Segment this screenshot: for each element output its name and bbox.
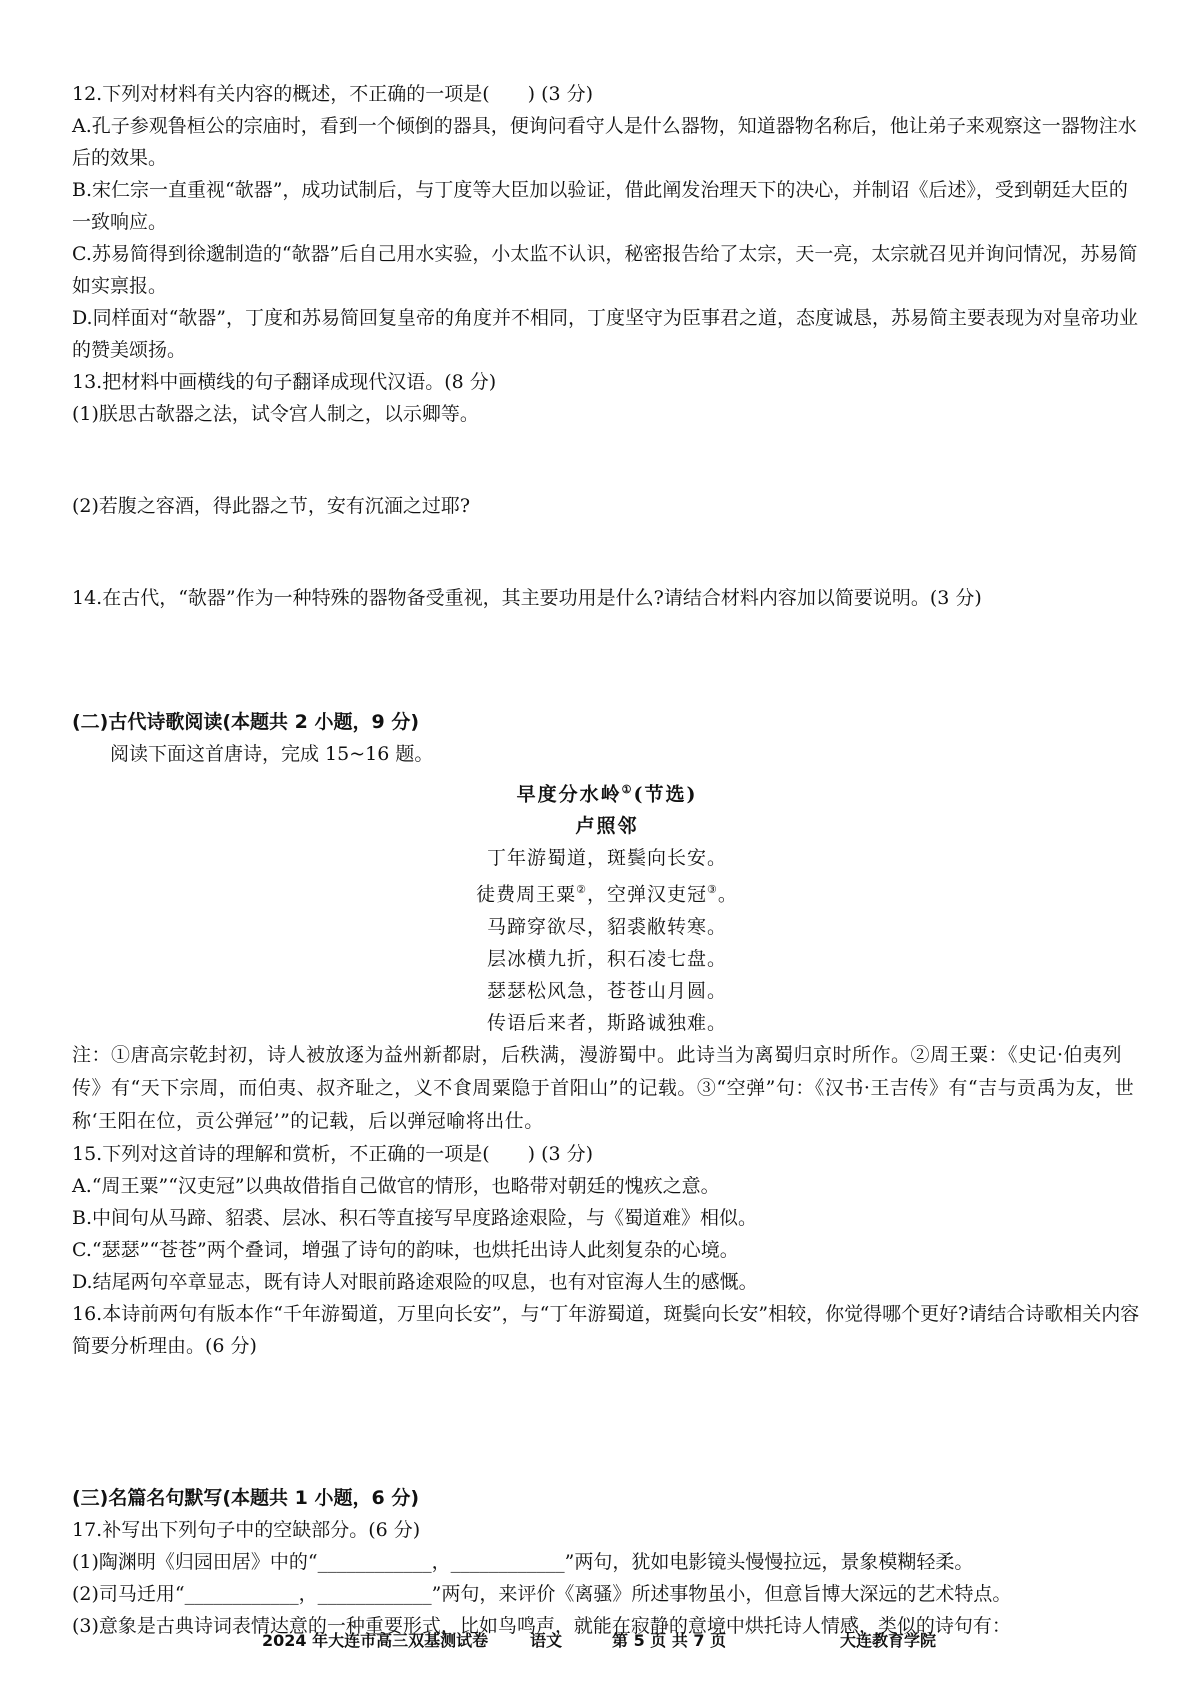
q17-item-2: (2)司马迁用“____________，____________”两句，来评价《离骚》所述事物虽小，但意旨博大深远的艺术特点。 bbox=[72, 1582, 1012, 1605]
q15-stem: 15.下列对这首诗的理解和赏析，不正确的一项是( ) (3 分) bbox=[72, 1142, 594, 1165]
footer-page-number: 第 5 页 共 7 页 bbox=[612, 1631, 727, 1650]
poem-title: 早度分水岭①(节选) bbox=[516, 783, 698, 806]
q15-option-d: D.结尾两句卒章显志，既有诗人对眼前路途艰险的叹息，也有对宦海人生的感慨。 bbox=[72, 1270, 758, 1293]
q17-stem: 17.补写出下列句子中的空缺部分。(6 分) bbox=[72, 1518, 421, 1541]
q15-option-a: A.“周王粟”“汉吏冠”以典故借指自己做官的情形，也略带对朝廷的愧疚之意。 bbox=[72, 1174, 720, 1197]
q15-option-b: B.中间句从马蹄、貂裘、层冰、积石等直接写早度路途艰险，与《蜀道难》相似。 bbox=[72, 1206, 758, 1229]
footer-exam-title: 2024 年大连市高三双基测试卷 bbox=[262, 1631, 489, 1650]
exam-page bbox=[72, 78, 1142, 1642]
q17-item-3: (3)意象是古典诗词表情达意的一种重要形式，比如鸟鸣声，就能在寂静的意境中烘托诗人情感，类似的诗句有： bbox=[72, 1614, 1011, 1637]
q12-option-a: A.孔子参观鲁桓公的宗庙时，看到一个倾倒的器具，便询问看守人是什么器物，知道器物名称后，他让弟子来观察这一器物注水后的效果。 bbox=[72, 115, 1137, 169]
q16-stem: 16.本诗前两句有版本作“千年游蜀道，万里向长安”，与“丁年游蜀道，斑鬓向长安”相较，你觉得哪个更好?请结合诗歌相关内容简要分析理由。(6 分) bbox=[72, 1302, 1140, 1357]
note-mark-3: ③ bbox=[707, 883, 718, 897]
q12-option-d: D.同样面对“欹器”，丁度和苏易简回复皇帝的角度并不相同，丁度坚守为臣事君之道，态度诚恳，苏易简主要表现为对皇帝功业的赞美颂扬。 bbox=[72, 307, 1139, 361]
poem-line: 瑟瑟松风急，苍苍山月圆。 bbox=[486, 979, 727, 1002]
poem-line: 徒费周王粟②，空弹汉吏冠③。 bbox=[476, 883, 738, 906]
section-3-title: (三)名篇名句默写(本题共 1 小题，6 分) bbox=[72, 1486, 420, 1509]
q12-stem: 12.下列对材料有关内容的概述，不正确的一项是( ) (3 分) bbox=[72, 83, 594, 105]
poem-line: 马蹄穿欲尽，貂裘敝转寒。 bbox=[486, 915, 727, 938]
poem-line: 丁年游蜀道，斑鬓向长安。 bbox=[486, 847, 727, 870]
q12-option-b: B.宋仁宗一直重视“欹器”，成功试制后，与丁度等大臣加以验证，借此阐发治理天下的决心，并制诏《后述》，受到朝廷大臣的一致响应。 bbox=[72, 179, 1128, 233]
note-mark-1: ① bbox=[621, 783, 634, 796]
q15-option-c: C.“瑟瑟”“苍苍”两个叠词，增强了诗句的韵味，也烘托出诗人此刻复杂的心境。 bbox=[72, 1238, 739, 1261]
q13-sentence-1: (1)朕思古欹器之法，试令宫人制之，以示卿等。 bbox=[72, 403, 479, 425]
q12-option-c: C.苏易简得到徐邈制造的“欹器”后自己用水实验，小太监不认识，秘密报告给了太宗，天一亮，太宗就召见并询问情况，苏易简如实禀报。 bbox=[72, 243, 1138, 297]
poem-author: 卢照邻 bbox=[575, 815, 639, 838]
footer-subject: 语文 bbox=[530, 1631, 563, 1650]
footer-organization: 大连教育学院 bbox=[840, 1631, 937, 1650]
q13-stem: 13.把材料中画横线的句子翻译成现代汉语。(8 分) bbox=[72, 371, 497, 393]
section-2-intro: 阅读下面这首唐诗，完成 15~16 题。 bbox=[110, 743, 434, 765]
section-2-title: (二)古代诗歌阅读(本题共 2 小题，9 分) bbox=[72, 711, 420, 733]
note-mark-2: ② bbox=[576, 883, 587, 897]
poem-notes: 注：①唐高宗乾封初，诗人被放逐为益州新都尉，后秩满，漫游蜀中。此诗当为离蜀归京时所作。②周王粟：《史记·伯夷列传》有“天下宗周，而伯夷、叔齐耻之，义不食周粟隐于首阳山”的记载。③“空弹”句：《汉书·王吉传》有“吉与贡禹为友，世称‘王阳在位，贡公弹冠’”的记载，后以弹冠喻将出仕。 bbox=[72, 1043, 1135, 1132]
poem-line: 传语后来者，斯路诚独难。 bbox=[486, 1011, 727, 1034]
poem-line: 层冰横九折，积石凌七盘。 bbox=[486, 947, 727, 970]
q14-stem: 14.在古代，“欹器”作为一种特殊的器物备受重视，其主要功用是什么?请结合材料内容加以简要说明。(3 分) bbox=[72, 587, 982, 609]
q13-sentence-2: (2)若腹之容酒，得此器之节，安有沉湎之过耶? bbox=[72, 495, 471, 517]
q17-item-1: (1)陶渊明《归园田居》中的“____________，____________”两句，犹如电影镜头慢慢拉远，景象模糊轻柔。 bbox=[72, 1550, 974, 1573]
